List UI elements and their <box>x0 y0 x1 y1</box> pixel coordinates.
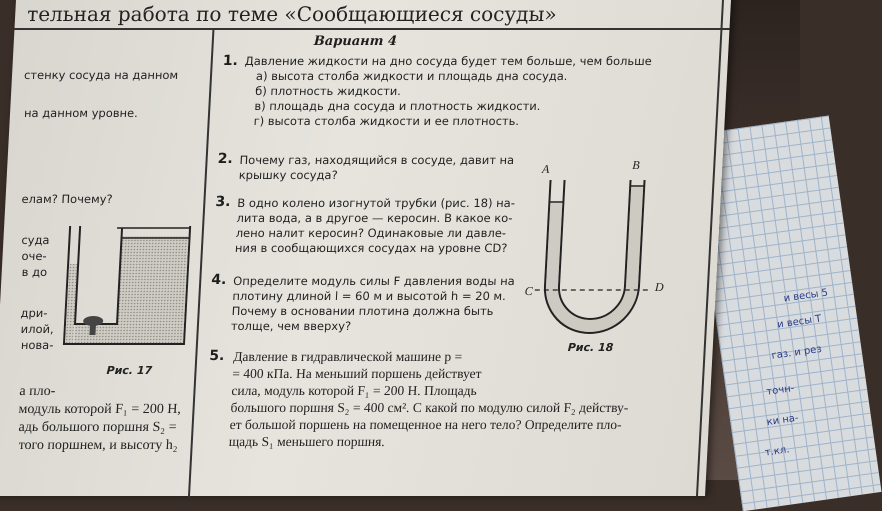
question-line: лита вода, а в другое — керосин. В какое ко- <box>236 211 513 225</box>
variant-heading: Вариант 4 <box>313 34 398 49</box>
figure-17-caption: Рис. 17 <box>106 364 153 377</box>
left-text-line: того поршнем, и высоту h₂ <box>18 438 179 453</box>
left-text-line: нова- <box>20 338 54 352</box>
question-1 <box>241 54 652 129</box>
figure-18-u-tube <box>538 176 657 346</box>
left-text-line: адь большого поршня S₂ = <box>18 420 177 435</box>
answer-option-b: б) плотность жидкости. <box>254 84 402 98</box>
notebook-scrawl: и весы 5 <box>782 287 829 305</box>
left-text-line: в до <box>21 265 48 279</box>
question-line: крышку сосуда? <box>238 168 339 182</box>
question-5 <box>228 348 631 450</box>
left-text-line: на данном уровне. <box>23 106 139 120</box>
page-title: тельная работа по теме «Сообщающиеся сосуды» <box>26 2 558 26</box>
question-line: Давление в гидравлической машине p = <box>232 349 463 364</box>
question-line: = 400 кПа. На меньший поршень действует <box>232 366 482 381</box>
question-number: 5. <box>208 348 225 364</box>
question-line: лено налит керосин? Одинаковые ли давле- <box>235 226 507 240</box>
figure-17-vessels <box>55 224 197 354</box>
label-a: A <box>541 162 550 176</box>
figure-18-caption: Рис. 18 <box>567 341 614 354</box>
label-c: C <box>524 284 534 298</box>
question-line: Давление жидкости на дно сосуда будет тем больше, чем больше <box>244 54 653 68</box>
header-rule <box>14 28 729 30</box>
left-text-line: суда <box>21 233 50 247</box>
answer-option-d: г) высота столба жидкости и ее плотность. <box>253 114 520 128</box>
question-line: щадь S₁ меньшего поршня. <box>228 434 386 449</box>
left-text-line: стенку сосуда на данном <box>23 68 179 82</box>
question-number: 4. <box>210 272 227 288</box>
answer-option-c: в) площадь дна сосуда и плотность жидкости. <box>254 99 541 113</box>
question-line: ния в сообщающихся сосудах на уровне CD? <box>234 241 508 255</box>
question-2 <box>238 153 514 183</box>
label-b: B <box>631 158 641 172</box>
question-number: 1. <box>222 53 239 69</box>
question-line: плотину длиной l = 60 м и высотой h = 20 м. <box>232 289 507 303</box>
question-line: Определите модуль силы F давления воды на <box>232 274 516 288</box>
question-3 <box>235 196 516 256</box>
question-line: сила, модуль которой F₁ = 200 Н. Площадь <box>231 383 478 398</box>
question-line: большого поршня S₂ = 400 см². С какой по модулю силой F₂ действу- <box>230 400 629 415</box>
question-line: В одно колено изогнутой трубки (рис. 18) на- <box>236 196 516 210</box>
left-text-line: илой, <box>20 322 55 336</box>
question-line: Почему в основании плотина должна быть <box>231 304 494 318</box>
question-line: Почему газ, находящийся в сосуде, давит на <box>239 153 515 167</box>
notebook-scrawl: точн- <box>765 383 796 398</box>
question-number: 3. <box>214 194 231 210</box>
answer-option-a: а) высота столба жидкости и площадь дна сосуда. <box>255 69 568 83</box>
question-number: 2. <box>217 151 234 167</box>
left-text-line: а пло- <box>19 384 56 399</box>
notebook-scrawl: ки на- <box>766 412 800 429</box>
question-line: ет большой поршень на помещенное на него тело? Определите пло- <box>229 417 623 432</box>
notebook-scrawl: и весы Т <box>776 313 823 331</box>
left-text-line: дри- <box>20 306 48 320</box>
notebook-scrawl: т.кл. <box>764 444 791 459</box>
left-text-line: елам? Почему? <box>21 192 113 206</box>
left-text-line: оче- <box>21 249 48 263</box>
question-line: толще, чем вверху? <box>230 319 352 333</box>
label-d: D <box>654 280 664 294</box>
notebook-scrawl: газ. и рез <box>770 343 823 362</box>
left-text-line: модуль которой F₁ = 200 Н, <box>18 402 182 417</box>
question-4 <box>230 274 515 334</box>
